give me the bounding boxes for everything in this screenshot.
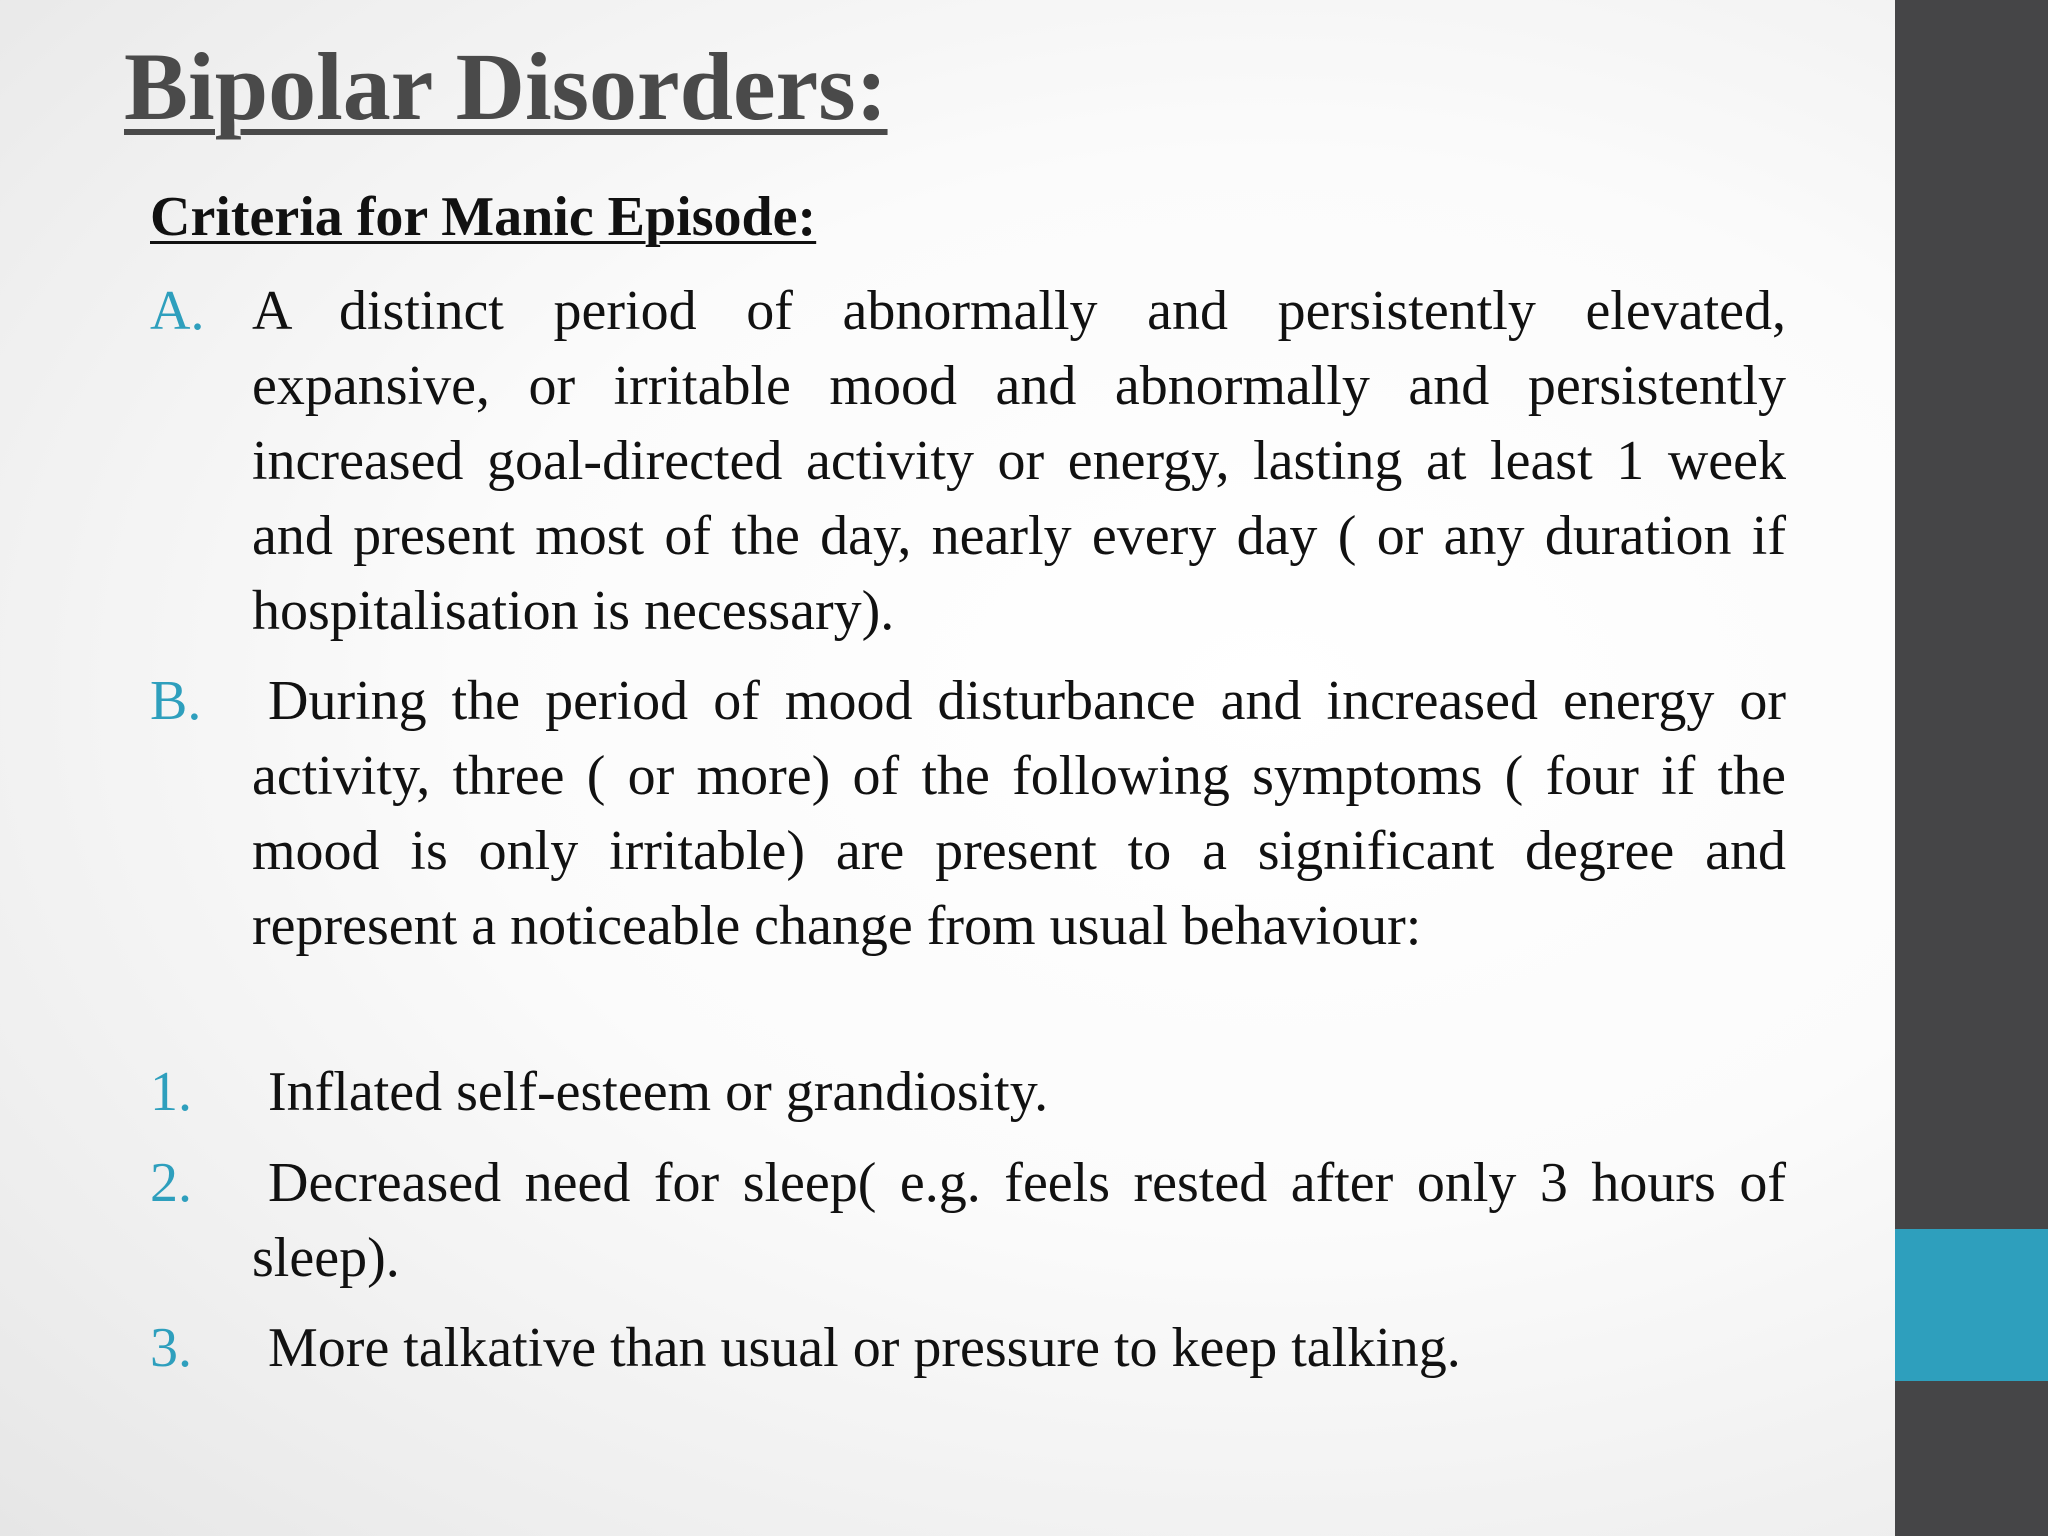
list-item-b <box>150 664 1786 964</box>
slide-subtitle: Criteria for Manic Episode: <box>150 186 817 248</box>
list-marker: 1. <box>150 1061 192 1123</box>
list-item-2 <box>150 1146 1786 1296</box>
list-item-text: During the period of mood disturbance and increased energy or activity, three ( or more) of the following symptoms ( four if the mood is only irritable) are present to a significant degree and represent a noticeable change from usual behaviour: <box>252 670 1786 957</box>
list-item-1 <box>150 1055 1786 1130</box>
list-item-text: Inflated self-esteem or grandiosity. <box>268 1061 1049 1123</box>
list-item-text: A distinct period of abnormally and persistently elevated, expansive, or irritable mood and abnormally and persistently increased goal-directed activity or energy, lasting at least 1 week and present most of the day, nearly every day ( or any duration if hospitalisation is necessary). <box>252 280 1786 642</box>
slide-title: Bipolar Disorders: <box>124 33 888 140</box>
list-marker: A. <box>150 280 205 342</box>
list-item-a <box>150 274 1786 649</box>
list-marker: 3. <box>150 1317 192 1379</box>
list-item-text: Decreased need for sleep( e.g. feels rested after only 3 hours of sleep). <box>252 1152 1786 1289</box>
list-marker: 2. <box>150 1152 192 1214</box>
list-item-text: More talkative than usual or pressure to keep talking. <box>268 1317 1461 1379</box>
list-item-3 <box>150 1311 1786 1386</box>
list-marker: B. <box>150 670 202 732</box>
sidebar-accent-block <box>1895 1229 2048 1381</box>
decorative-sidebar <box>1895 0 2048 1536</box>
